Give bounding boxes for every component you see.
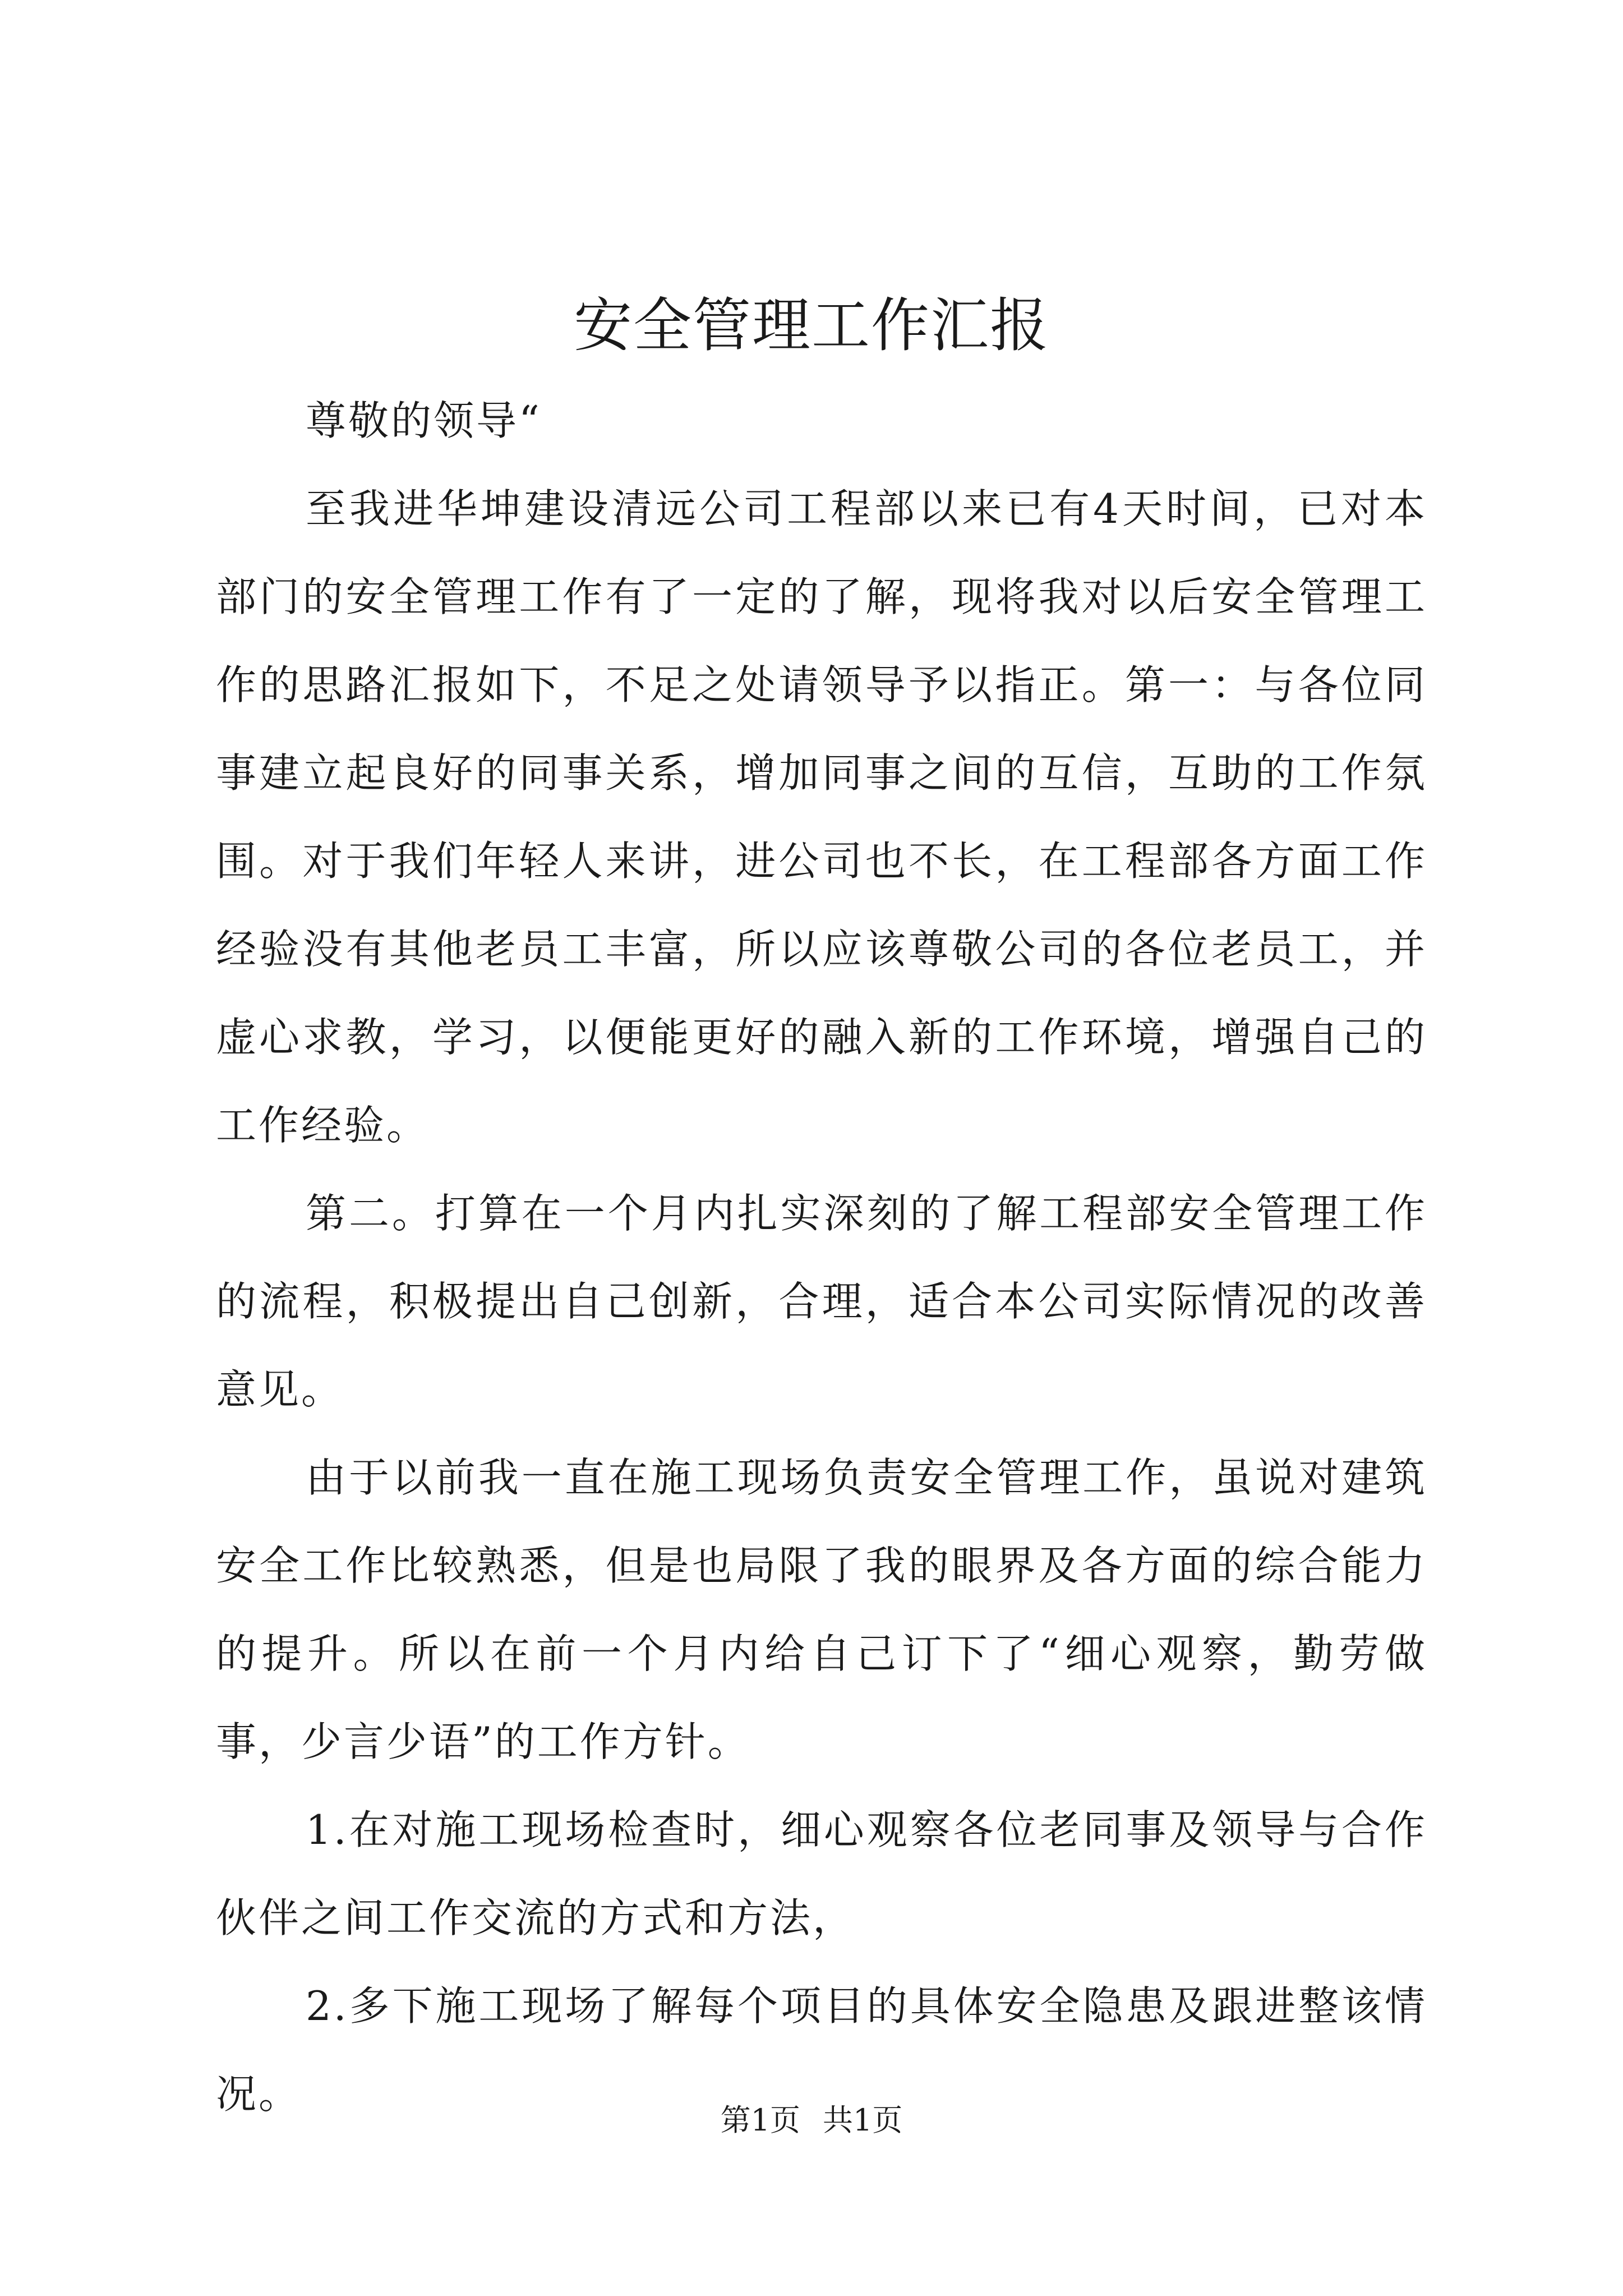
page-footer (0, 2098, 1623, 2143)
body-paragraph: 第二。打算在一个月内扎实深刻的了解工程部安全管理工作的流程，积极提出自己创新，合理，适合本公司实际情况的改善意见。 (216, 1190, 1427, 1413)
page-number: 第1页 (720, 2102, 800, 2138)
body-paragraph: 至我进华坤建设清远公司工程部以来已有4天时间，已对本部门的安全管理工作有了一定的了解，现将我对以后安全管理工作的思路汇报如下，不足之处请领导予以指正。第一：与各位同事建立起良好的同事关系，增加同事之间的互信，互助的工作氛围。对于我们年轻人来讲，进公司也不长，在工程部各方面工作经验没有其他老员工丰富，所以应该尊敬公司的各位老员工，并虚心求教，学习，以便能更好的融入新的工作环境，增强自己的工作经验。 (216, 485, 1427, 1149)
salutation-paragraph: 尊敬的领导“ (306, 397, 542, 444)
document-body (216, 377, 1427, 2138)
document-title: 安全管理工作汇报 (573, 291, 1049, 360)
body-paragraph: 由于以前我一直在施工现场负责安全管理工作，虽说对建筑安全工作比较熟悉，但是也局限了我的眼界及各方面的综合能力的提升。所以在前一个月内给自己订下了“细心观察，勤劳做事，少言少语”的工作方针。 (216, 1454, 1427, 1765)
list-item-paragraph: 1.在对施工现场检查时，细心观察各位老同事及领导与合作伙伴之间工作交流的方式和方法， (216, 1806, 1427, 1941)
list-item-paragraph: 2.多下施工现场了解每个项目的具体安全隐患及跟进整该情况。 (216, 1982, 1427, 2118)
page-total: 共1页 (823, 2102, 903, 2138)
